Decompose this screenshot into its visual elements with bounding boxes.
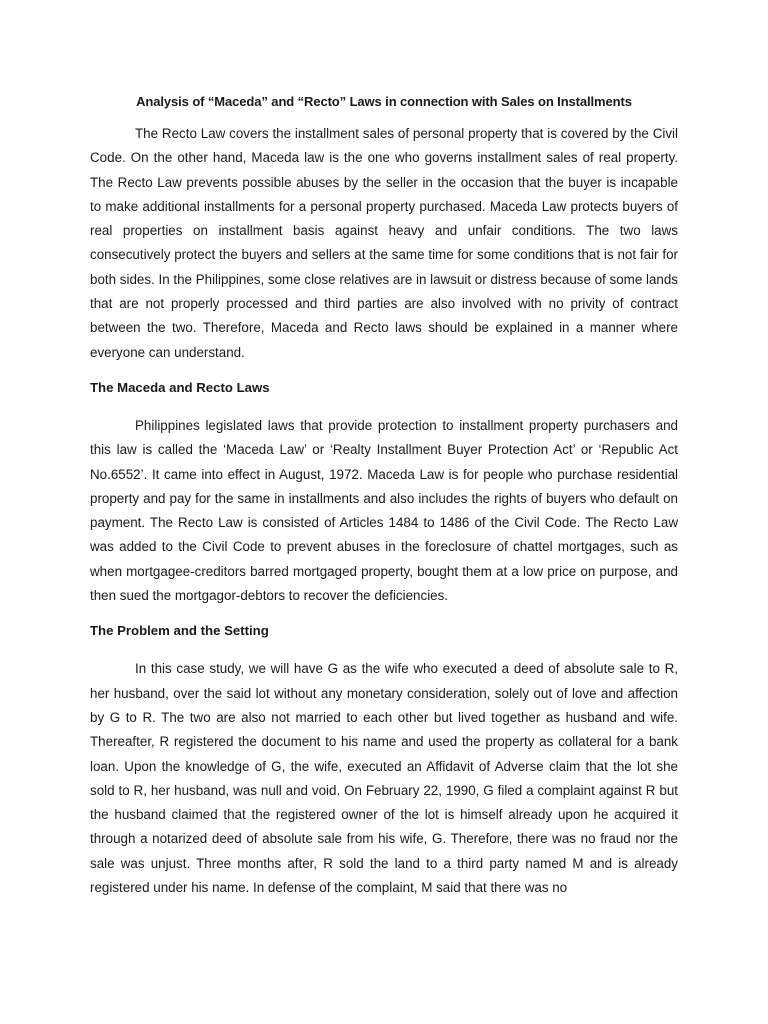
section-heading-maceda-recto-laws: The Maceda and Recto Laws: [90, 379, 270, 395]
problem-setting-paragraph: In this case study, we will have G as the wife who executed a deed of absolute sale to R, her husband, over the said lot without any monetary consideration, solely out of love and affection by G to R. The two are also not married to each other but lived together as husband and wife. Thereafter, R registered the document to his name and used the property as collateral for a bank loan. Upon the knowledge of G, the wife, executed an Affidavit of Adverse claim that the lot she sold to R, her husband, was null and void. On February 22, 1990, G filed a complaint against R but the husband claimed that the registered owner of the lot is himself already upon he acquired it through a notarized deed of absolute sale from his wife, G. Therefore, there was no fraud nor the sale was unjust. Three months after, R sold the land to a third party named M and is already registered under his name. In defense of the complaint, M said that there was no: [90, 661, 678, 896]
maceda-recto-paragraph: Philippines legislated laws that provide protection to installment property purchasers and this law is called the ‘Maceda Law’ or ‘Realty Installment Buyer Protection Act’ or ‘Republic Act No.6552’. It came into effect in August, 1972. Maceda Law is for people who purchase residential property and pay for the same in installments and also includes the rights of buyers who default on payment. The Recto Law is consisted of Articles 1484 to 1486 of the Civil Code. The Recto Law was added to the Civil Code to prevent abuses in the foreclosure of chattel mortgages, such as when mortgagee-creditors barred mortgaged property, bought them at a low price on purpose, and then sued the mortgagor-debtors to recover the deficiencies.: [90, 417, 678, 604]
intro-paragraph: The Recto Law covers the installment sales of personal property that is covered by the Civil Code. On the other hand, Maceda law is the one who governs installment sales of real property. The Recto Law prevents possible abuses by the seller in the occasion that the buyer is incapable to make additional installments for a personal property purchased. Maceda Law protects buyers of real properties on installment basis against heavy and unfair conditions. The two laws consecutively protect the buyers and sellers at the same time for some conditions that is not fair for both sides. In the Philippines, some close relatives are in lawsuit or distress because of some lands that are not properly processed and third parties are also involved with no privity of contract between the two. Therefore, Maceda and Recto laws should be explained in a manner where everyone can understand.: [90, 126, 678, 360]
document-title: Analysis of “Maceda” and “Recto” Laws in connection with Sales on Installments: [136, 94, 632, 109]
document-body: [90, 92, 678, 900]
section-heading-problem-setting: The Problem and the Setting: [90, 623, 269, 639]
